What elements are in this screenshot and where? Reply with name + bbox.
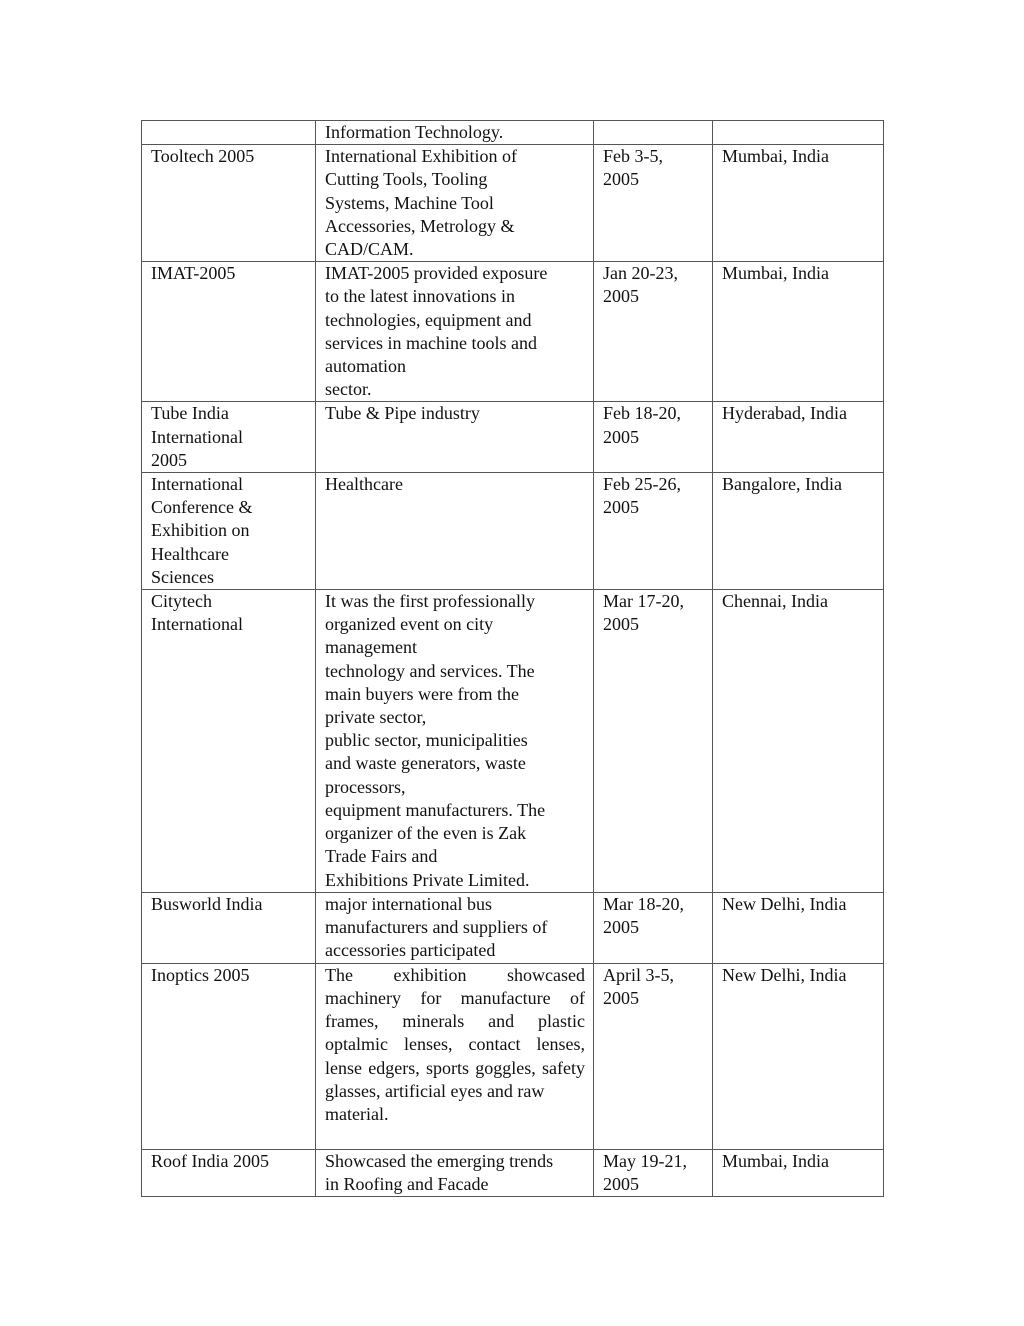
event-location-cell: Bangalore, India — [713, 473, 884, 590]
event-name-cell: Inoptics 2005 — [142, 963, 316, 1149]
event-location-cell: Mumbai, India — [713, 1149, 884, 1196]
table-row — [142, 1149, 884, 1196]
event-date-cell — [594, 121, 713, 145]
event-description-cell: International Exhibition of Cutting Tools, Tooling Systems, Machine Tool Accessories, Metrology & CAD/CAM. — [316, 145, 594, 262]
event-description-cell: major international bus manufacturers and suppliers of accessories participated — [316, 892, 594, 963]
table-row — [142, 473, 884, 590]
event-location-cell — [713, 121, 884, 145]
table-row — [142, 590, 884, 893]
event-date-cell: Mar 18-20, 2005 — [594, 892, 713, 963]
event-description-cell: The exhibition showcased machinery for manufacture of frames, minerals and plastic optalmic lenses, contact lenses, lense edgers, sports goggles, safety glasses, artificial eyes and raw material. — [316, 963, 594, 1149]
event-description-cell: Healthcare — [316, 473, 594, 590]
event-date-cell: Feb 25-26, 2005 — [594, 473, 713, 590]
event-name-cell: Roof India 2005 — [142, 1149, 316, 1196]
event-date-cell: May 19-21, 2005 — [594, 1149, 713, 1196]
event-location-cell: Chennai, India — [713, 590, 884, 893]
event-date-cell: Feb 18-20, 2005 — [594, 402, 713, 473]
event-date-cell: April 3-5, 2005 — [594, 963, 713, 1149]
table-row — [142, 963, 884, 1149]
event-name-cell: Tube India International 2005 — [142, 402, 316, 473]
event-location-cell: New Delhi, India — [713, 963, 884, 1149]
event-description-cell: IMAT-2005 provided exposure to the latest innovations in technologies, equipment and services in machine tools and automation sector. — [316, 262, 594, 402]
event-location-cell: New Delhi, India — [713, 892, 884, 963]
event-name-cell: Tooltech 2005 — [142, 145, 316, 262]
event-name-cell — [142, 121, 316, 145]
event-description-cell: Tube & Pipe industry — [316, 402, 594, 473]
event-description-cell: Showcased the emerging trends in Roofing and Facade — [316, 1149, 594, 1196]
table-row — [142, 121, 884, 145]
table-row — [142, 262, 884, 402]
event-name-cell: Busworld India — [142, 892, 316, 963]
events-table — [141, 120, 884, 1197]
event-description-cell: Information Technology. — [316, 121, 594, 145]
event-date-cell: Feb 3-5, 2005 — [594, 145, 713, 262]
event-location-cell: Mumbai, India — [713, 145, 884, 262]
event-date-cell: Jan 20-23, 2005 — [594, 262, 713, 402]
table-row — [142, 892, 884, 963]
event-location-cell: Hyderabad, India — [713, 402, 884, 473]
event-location-cell: Mumbai, India — [713, 262, 884, 402]
event-date-cell: Mar 17-20, 2005 — [594, 590, 713, 893]
table-row — [142, 402, 884, 473]
event-description-cell: It was the first professionally organized event on city management technology and services. The main buyers were from the private sector, public sector, municipalities and waste generators, waste processors, equipment manufacturers. The organizer of the even is Zak Trade Fairs and Exhibitions Private Limited. — [316, 590, 594, 893]
event-name-cell: IMAT-2005 — [142, 262, 316, 402]
event-name-cell: Citytech International — [142, 590, 316, 893]
events-table-body — [142, 121, 884, 1197]
table-row — [142, 145, 884, 262]
event-name-cell: International Conference & Exhibition on Healthcare Sciences — [142, 473, 316, 590]
